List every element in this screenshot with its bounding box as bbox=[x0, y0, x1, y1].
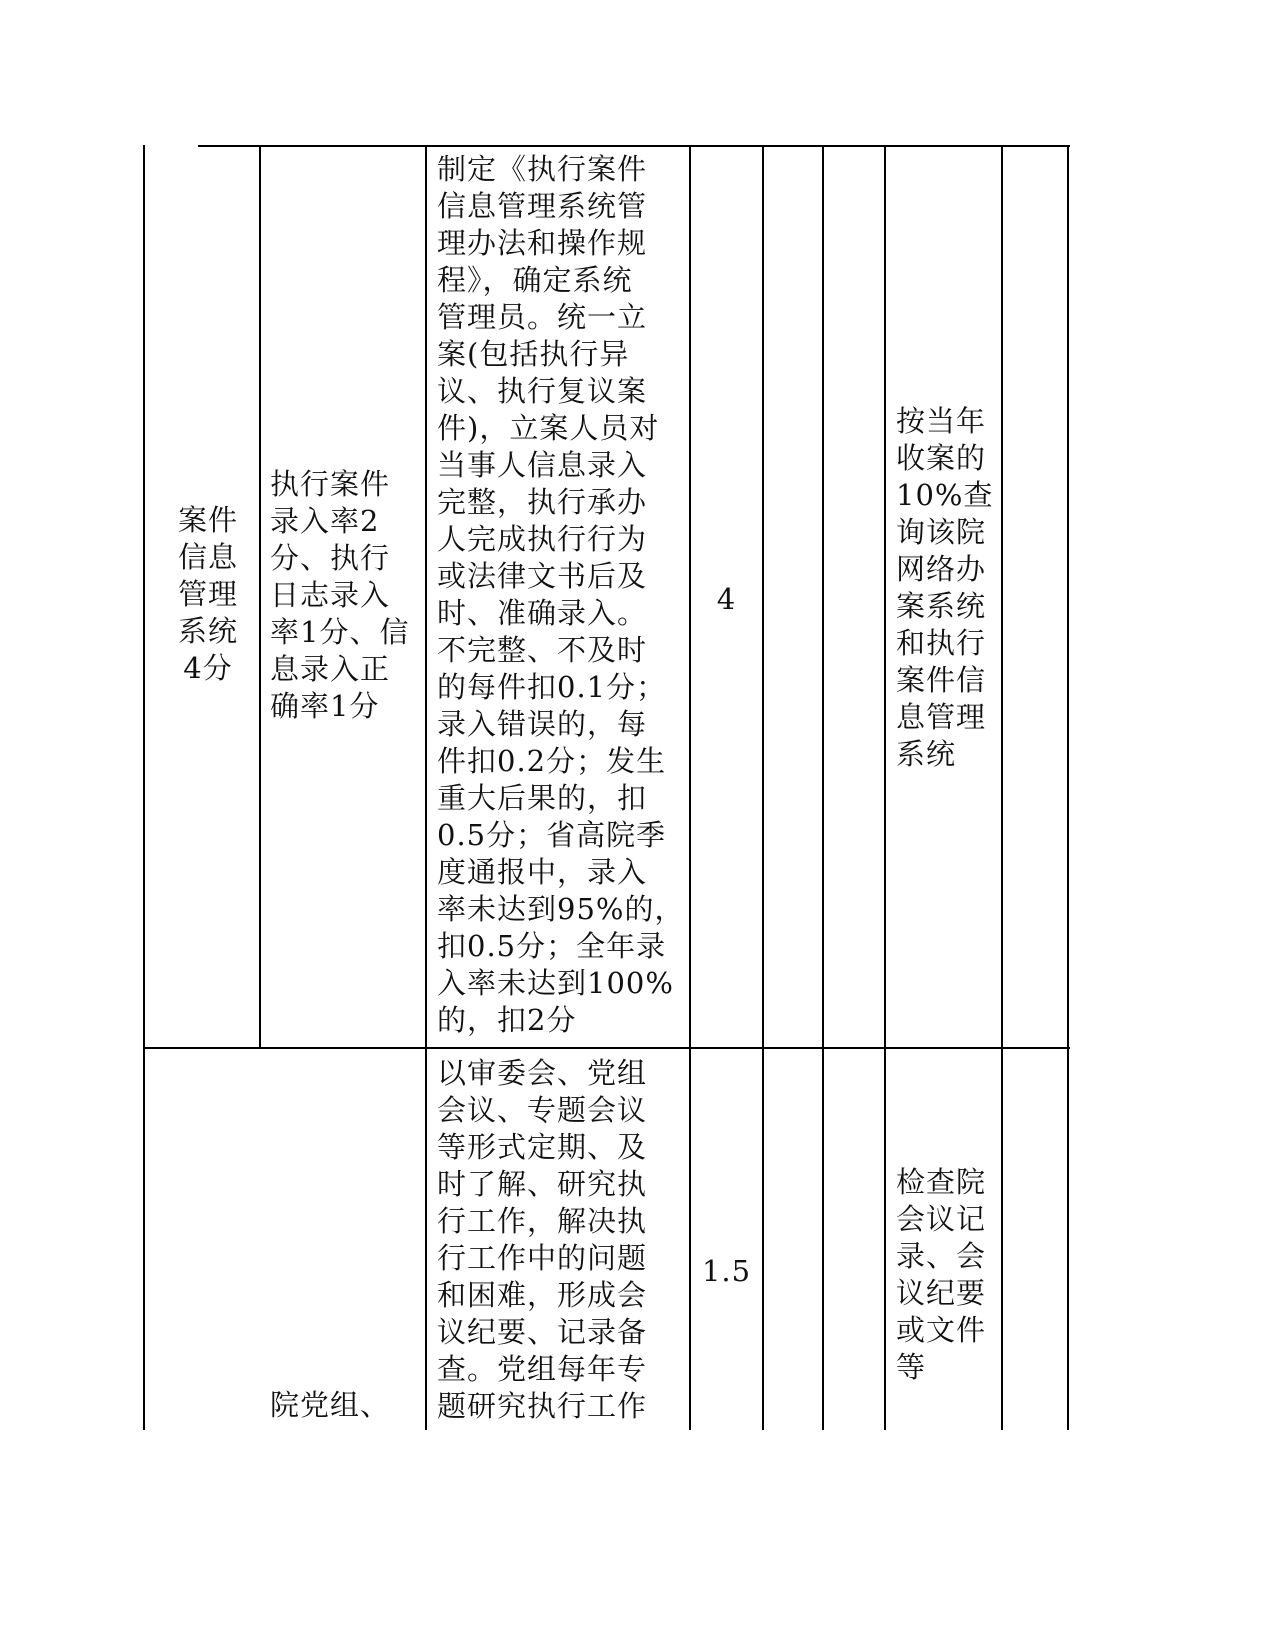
standard-cell: 制定《执行案件 信息管理系统管 理办法和操作规 程》，确定系统 管理员。统一立 案(包括执行异 议、执行复议案 件)，立案人员对 当事人信息录入 完整，执行承办 人完成执行行为 或法律文书后及 时、准确录入。 不完整、不及时 的每件扣0.1分； 录入错误的，每 件扣0.2分；发生 重大后果的，扣 0.5分；省高院季 度通报中，录入 率未达到95%的， 扣0.5分；全年录 入率未达到100% 的，扣2分 bbox=[437, 152, 685, 1037]
column-divider bbox=[884, 145, 886, 1430]
table-left-border bbox=[143, 145, 145, 1430]
method-cell: 按当年 收案的 10%查 询该院 网络办 案系统 和执行 案件信 息管理 系统 bbox=[896, 404, 994, 771]
category-cell: 案件 信息 管理 系统 4分 bbox=[177, 503, 238, 685]
row-divider bbox=[143, 1047, 1070, 1049]
item-cell: 执行案件 录入率2 分、执行 日志录入 率1分、信 息录入正 确率1分 bbox=[270, 467, 410, 723]
score-cell: 1.5 bbox=[701, 1254, 752, 1288]
table-top-border bbox=[198, 145, 1070, 147]
column-divider bbox=[425, 145, 427, 1430]
table-right-border bbox=[1067, 145, 1069, 1430]
standard-cell: 以审委会、党组 会议、专题会议 等形式定期、及 时了解、研究执 行工作，解决执 行工作中的问题 和困难，形成会 议纪要、记录备 查。党组每年专 题研究执行工作 bbox=[437, 1056, 648, 1423]
column-divider bbox=[259, 145, 261, 1048]
method-cell: 检查院 会议记 录、会 议纪要 或文件 等 bbox=[896, 1165, 987, 1384]
column-divider bbox=[1001, 145, 1003, 1430]
column-divider bbox=[762, 145, 764, 1430]
column-divider bbox=[689, 145, 691, 1430]
item-cell: 院党组、 bbox=[270, 1388, 391, 1422]
score-cell: 4 bbox=[716, 582, 737, 616]
column-divider bbox=[822, 145, 824, 1430]
